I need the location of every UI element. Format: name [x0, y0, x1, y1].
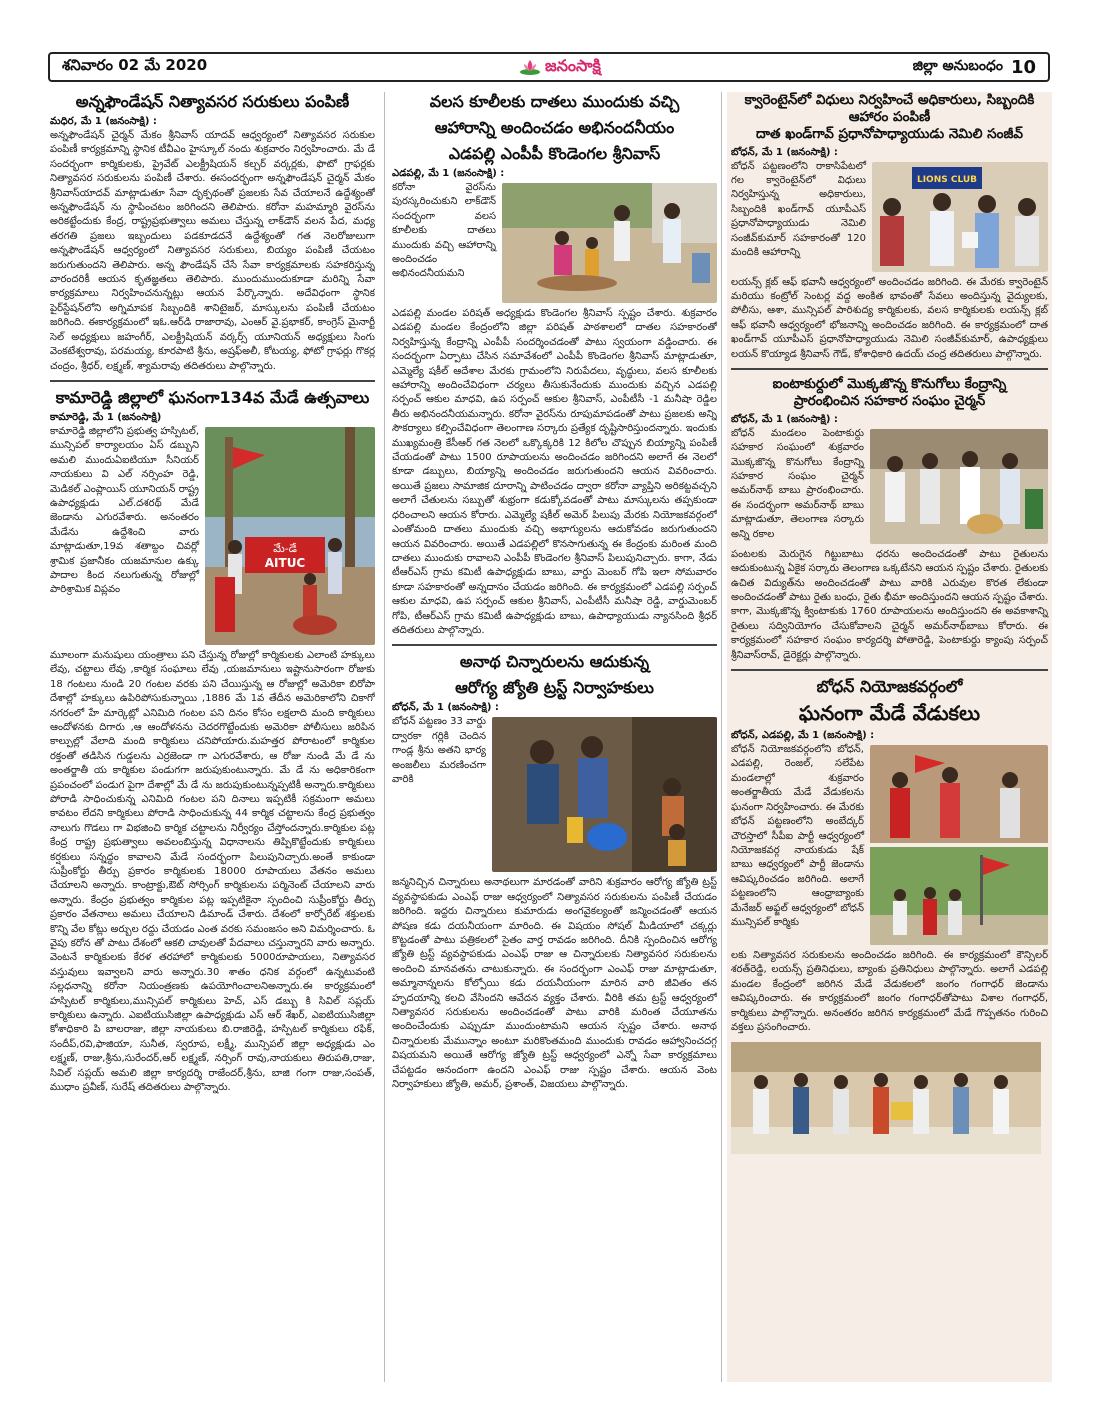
issue-date: శనివారం 02 మే 2020: [62, 56, 208, 74]
brand-name: జనంసాక్షి: [545, 55, 601, 75]
headline: ఘనంగా మేడే వేడుకలు: [798, 701, 981, 726]
separator: [392, 644, 717, 646]
article-body: ఎడపల్లి మండల పరిషత్ అధ్యక్షుడు కొండెంగల శ్రీనివాస్ స్పష్టం చేశారు. శుక్రవారం ఎడపల్లి మండల కేంద్రంలోని జిల్లా పరిషత్ పాఠశాలలో దాతల సహకారంతో నిర్వహిస్తున్న కేంద్రాన్ని ఎంపీపీ సందర్శించడంతో పాటు స్వయంగా వడ్డించారు. ఈ సందర్భంగా ఏర్పాటు చేసిన సమావేశంలో ఎంపీపీ కొండెంగల శ్రీనివాస్ మాట్లాడుతూ, ఎమ్మెల్యే షకీల్ ఆదేశాల మేరకు గ్రామంలోని నిరుపేదలు, వృద్ధులు, వలస కూలీలకు ఆహారాన్ని అందించేవిధంగా చర్యలు తీసుకునేందుకు ముందుకు వచ్చిన ఎడపల్లి సర్పంచ్ ఆకుల మాధవి, ఉప సర్పంచ్ ఆకుల శ్రీనివాస్, ఎంపీటీసీ -1 మనీషా రెడ్డిల తీరు అభినందనీయమన్నారు. కరోనా వైరస్‌ను రూపుమాపడంతో పాటు ప్రజలకు అన్ని సౌకర్యాలు కల్పించేవిధంగా తెలంగాణ సర్కారు ప్రత్యేక దృష్టిసారిస్తుందన్నారు. ఇందుకు ముఖ్యమంత్రి కేసీఆర్ గత నెలలో ఒక్కొక్కరికి 12 కిలోల చొప్పున బియ్యాన్ని పంపిణీ చేయడంతో పాటు 1500 రూపాయలను అందించడం జరిగిందని అలాగే ఈ నెలలో కూడా డబ్బులు, బియ్యాన్ని అందించడం జరుగుతుందని ఆయన వివరించారు. అయితే ప్రజలు సామాజిక దూరాన్ని పాటించడం ద్వారా కరోనా వ్యాప్తిని అరికట్టవచ్చని అలాగే చేతులను సబ్బుతో శుభ్రంగా కడుక్కోవడంతో పాటు మాస్కులను తప్పకుండా ధరించాలని ఆయన కోరారు. ఎమ్మెల్యే షకీల్ అమెర్ పిలుపు మేరకు నియోజకవర్గంలో ఎంతోమంది దాతలు ముందుకు వచ్చి అభాగ్యులను ఆదుకోవడం జరుగుతుందని ఆయన వివరించారు. అయితే ఎడపల్లిలో కొనసాగుతున్న ఈ కేంద్రంకు మరింత మంది దాతలు ముందుకు రావాలని ఎంపీపీ కొండెంగల శ్రీనివాస్ పిలుపునిచ్చారు. కాగా, నేడు టీఆర్ఎస్ గ్రామ కమిటీ ఉపాధ్యక్షుడు బాబు, వార్డు మెంబర్ గోపి ఇలా సోమవారం కూడా సహకారంతో అన్నదానం చేయడం జరిగింది. ఈ కార్యక్రమంలో ఎడపల్లి సర్పంచ్ ఆకుల మాధవి, ఉప సర్పంచ్ ఆకుల శ్రీనివాస్, ఎంపీటీసీ మనీషా రెడ్డి, వార్డుమెంబర్ గోపి, టీఆర్ఎస్ గ్రామ కమిటీ ఉపాధ్యక్షుడు బాబు, ఉపాధ్యాయుడు న్యానసింది శ్రీధర్ తదితరులు పాల్గొన్నారు.: [392, 308, 717, 636]
dateline: బోధన్, మే 1 (జనంసాక్షి) :: [392, 702, 499, 714]
article-body-intro: బోధన్ నియోజకవర్గంలోని బోధన్, ఎడపల్లి, రెంజల్, సలేపేట మండలాల్లో శుక్రవారం అంతర్జాతీయ మేడే వేడుకలను ఘనంగా నిర్వహించారు. ఈ మేరకు బోధన్ పట్టణంలోని అంబేద్కర్ చౌరస్తాలో సీపీఐ పార్టీ ఆధ్వర్యంలో నియోజకవర్గ నాయకుడు షేక్ బాబు ఆధ్వర్యంలో పార్టీ జెండాను ఆవిష్కరించడం జరిగింది. అలాగే పట్టణంలోని ఆంధ్రాబ్యాంకు మేనేజర్ అఫ్జల్ ఆధ్వర్యంలో బోధన్ మున్సిపల్ కార్మికు: [731, 744, 864, 928]
article-body: జన్మనిచ్చిన చిన్నారులు అనాథలుగా మారడంతో వారిని శుక్రవారం ఆరోగ్య జ్యోతి ట్రస్ట్ వ్యవస్థాపకుడు ఎంఎఫ్ రాజు ఆధ్వర్యంలో నిత్యావసర సరుకులను పంపిణీ చేయడం జరిగింది. ఇద్దరు చిన్నారులు కుమారుడు అంగవైకల్యంతో జన్మించడంతో ఆయన పోషణ కడు దయనీయంగా మారింది. ఈ విషయం సోషల్ మీడియాలో చక్కర్లు కొట్టడంతో పాటు పత్రికలలో సైతం వార్త రావడం జరిగింది. దీనికి స్పందించిన ఆరోగ్య జ్యోతి ట్రస్ట్ వ్యవస్థాపకుడు ఎంఎఫ్ రాజు ఆ చిన్నారులకు నిత్యావసర సరుకులను అందించి మానవతను చాటుకున్నారు. ఈ సందర్భంగా ఎంఎఫ్ రాజు మాట్లాడుతూ, అమ్మానాన్నలను కోల్పోయి కడు దయనీయంగా మారిన వారి జీవితం తన హృదయాన్ని కలచి వేసిందని ఆవేదన వ్యక్తం చేశారు. వీరికి తమ ట్రస్ట్ ఆధ్వర్యంలో నిత్యావసర సరుకులను అందించడంతో పాటు వారికి మరింత చేయూతను అందించేందుకు ఎప్పుడూ ముందుంటామని ఆయన స్పష్టం చేశారు. అనాథ చిన్నారులకు మేమున్నాం అంటూ మరికొంతమంది ముందుకు రావడం ఆహ్వానించదగ్గ విషయమని అయితే ఆరోగ్య జ్యోతి ట్రస్ట్ ఆధ్వర్యంలో ఎన్నో సేవా కార్యక్రమాలు చేపట్టడం ఆనందంగా ఉందని ఎంఎఫ్ రాజు స్పష్టం చేశారు. ఆయన వెంట నిర్వాహకులు జ్యోతి, అమర్, ప్రశాంత్, విజయలు పాల్గొన్నారు.: [392, 877, 717, 1091]
headline: ఆహారాన్ని అందించడం అభినందనీయం: [434, 118, 675, 137]
headline: ఐంటాకుర్దులో మొక్కజొన్న కొనుగోలు కేంద్రాన్ని: [772, 376, 1007, 393]
headline: బోధన్ నియోజకవర్గంలో: [816, 677, 963, 697]
article-body: పంటలకు మెరుగైన గిట్టుబాటు ధరను అందించడంతో పాటు రైతులను ఆదుకుంటున్న ఏకైక సర్కారు తెలంగాణ ఒక్కటేనని ఆయన స్పష్టం చేశారు. రైతులకు ఉచిత విద్యుత్‌ను అందించడంతో పాటు వారికి ఎరువుల కొరత లేకుండా అందించడంతో పాటు రైతు బంధు, రైతు భీమా అందిస్తుందని ఆయన స్పష్టం చేశారు. కాగా, మొక్కజొన్న క్వింటాకుకు 1760 రూపాయలను అందిస్తుందని ఈ అవకాశాన్ని రైతులు సద్వినియోగం చేసుకోవాలని చైర్మన్ అమర్‌నాథ్‌బాబు కోరారు. ఈ కార్యక్రమంలో సహకార సంఘం కార్యదర్శి పోతారెడ్డి, పెంటాకుర్దు క్యాంపు సర్పంచ్ శ్రీనివాస్‌రావ్, డైరెక్టర్లు పాల్గొన్నారు.: [731, 548, 1048, 661]
dateline: కామారెడ్డి, మే 1 (జనంసాక్షి): [50, 411, 162, 423]
separator: [50, 380, 375, 382]
bank-distribution-photo: [731, 1042, 1041, 1154]
headline: అనాథ చిన్నారులను ఆదుకున్న: [459, 652, 650, 672]
banner-text: మే-డే: [273, 541, 297, 555]
article-body: అన్నఫౌండేషన్ చైర్మన్ మేకం శ్రీనివాస్ యాదవ్ ఆధ్వర్యంలో నిత్యావసర సరుకుల పంపిణీ కార్యక్రమాన్ని స్థానిక టీవీఎం హైస్కూల్ నందు శుక్రవారం నిర్వహించారు. మే డే సందర్భంగా కార్మికులకు, ప్రైవేట్ ఎలక్ట్రీషియన్ కల్చర్ వర్కర్లకు, ఫొటో గ్రాఫర్లకు నిత్యావసర సరుకులను పంపిణీ చేశారు. ఈసందర్భంగా అన్నఫౌండేషన్ చైర్మన్ మేకం శ్రీనివాస్‌యాదవ్ మాట్లాడుతూ సేవా దృక్పథంతో ప్రజలకు సేవ చేయాలనే ఉద్దేశ్యంతో అన్నఫౌండేషన్ ను స్థాపించటం జరిగిందని తెలిపారు. కరోనా మహమ్మారి వైరస్‌ను అరికట్టేందుకు కేంద్ర, రాష్ట్రప్రభుత్వాలు అమలు చేస్తున్న లాక్‌డౌన్ వలన పేద, మధ్య తరగతి ప్రజలు ఇబ్బందులు పడకూడదనే ఉద్దేశ్యంతో గత నెలరోజులుగా అన్నఫౌండేషన్ ఆధ్వర్యంలో నిత్యావసర సరుకులు, బియ్యం పంపిణీ చేయటం జరుగుతుందని తెలిపారు. అన్న ఫౌండేషన్ చేసే సేవా కార్యక్రమాలకు సహకరిస్తున్న వారందరికీ ఆయన కృతజ్ఞతలు తెలిపారు. ముందుముందుకూడా మరిన్ని సేవా కార్యక్రమాలు నిర్వహించనున్నట్లు ఆయన పేర్కొన్నారు. అదేవిధంగా స్థానిక పైర్‌స్టేషన్‌లోని అగ్నిమాపక సిబ్బందికి శానిటైజర్, మాస్కులను పంపిణీ చేయటం జరిగింది. ఈకార్యక్రమంలో ఇఓ.ఆర్‌డి రాజారావు, ఎంఆర్ వై.ప్రభాకర్, కాంగ్రెస్ మైనార్టీ సెల్ అధ్యక్షులు జహంగీర్, ఎలక్ట్రీషియన్ వర్కర్స్ యూనియన్ అధ్యక్షులు సింగు వెంకటేశ్వరావు, పరమయ్య, కూరపాటి శ్రీను, అష్రఫ్‌అలీ, కోటయ్య, ఫోటో గ్రాఫర్లు గొకర్ల చంద్రం, శ్రీధర్, లక్ష్మణ్, శ్యామరావు తదితరులు పాల్గొన్నారు.: [50, 130, 375, 372]
article-bodhan-mayday: [731, 677, 1048, 1153]
maize-procurement-photo: [870, 429, 1048, 544]
masthead: [48, 52, 1050, 82]
headline: కామారెడ్డి జిల్లాలో ఘనంగా134వ మేడే ఉత్సవాలు: [55, 387, 370, 407]
section-name: జిల్లా అనుబంధం: [912, 57, 1003, 74]
column-divider: [384, 92, 385, 1382]
lions-club-food-photo: [872, 162, 1048, 272]
headline: ఆరోగ్య జ్యోతి ట్రస్ట్ నిర్వాహకులు: [455, 678, 654, 698]
orphan-children-photo: [492, 717, 717, 872]
article-annapurna: [50, 92, 375, 374]
mayday-rally-photo: [205, 427, 375, 645]
article-body: మూలంగా మనుషులు యంత్రాలు పని చేస్తున్న రోజుల్లో కార్మికులకు ఎలాంటి హక్కులు లేవు, చట్టాలు లేవు ,కార్మిక సంఘాలు లేవు ,యజమానులు ఇష్టానుసారంగా రోజుకు 18 గంటలు నుండి 20 గంటల వరకు పని చేయిస్తున్న ఆ రోజుల్లో అమెరికా బిరోపా దేశాల్లో హక్కులు ఉపిరిపోసుకున్నాయి ,1886 మే 1వ తేదీన అమెరికాలోని చికాగో నగరంలో హే మార్కెట్లో ఎనిమిది గంటల పని దినం కోసం లక్షలాది మంది కార్మికులు ఆందోళనకు దిగారు ,ఆ ఆందోళనను చెదరగొట్టేందుకు అమెరికా పోలీసులు జరిపిన కాల్పుల్లో వేలాది మంది కార్మికులు చనిపోయారు.మహత్తర పోరాటంలో కార్మికుల రక్తంతో తడిసిన గుడ్డలను ఎర్రజెండా గా ఎగురవేశారు, ఆ రోజు నుండి మే డే ను అంతర్జాతీ య కార్మికుల పండుగగా జరుపుకుంటున్నారు. మే డే ను అధికారికంగా ప్రపంచంలో పండుగ పైగా దేశాల్లో మే డే ను జరుపుకుంటున్నప్పటికీ అన్నారు.కార్మికులు పోరాడి సాధించుకున్న ఎనిమిది గంటల పని దినాలు ఇప్పటికీ సక్రమంగా అమలు కావటం లేదని కార్మికులు పోరాడి సాధించుకున్న 44 కార్మిక చట్టాలను కేంద్ర ప్రభుత్వం నాలుగు గొడలు గా విభజించి కార్మిక చట్టాలను నిర్వీర్యం చేస్తోందన్నారు.కార్మికుల పట్ల కేంద్ర రాష్ట్ర ప్రభుత్వాలు అవలంబిస్తున్న విధానాలను తిప్పికొట్టేందుకు కార్మికులు కర్షకులు సన్నద్ధం కావాలని మేడే సందర్భంగా పిలుపునిచ్చారు.అంతే కాకుండా సుప్రీంకోర్టు తీర్పు ప్రకారం కార్మికులకు 18000 రూపాయలు వేతనం అమలు చేయాలని అన్నారు. కాంట్రాక్టు,ఔట్ సోర్సింగ్ కార్మికులను పర్మినెంట్ చేయాలని వారు అన్నారు. కేంద్రం ప్రభుత్వం కార్మికుల పట్ల ఇప్పటికైనా స్పందించి సుప్రీంకోర్టు తీర్పు ప్రకారం వేతనాలు అమలు చేయాలని డిమాండ్ చేశారు. దేశంలో కార్పోరేట్ శక్తులకు కొన్ని వేల కోట్లు అర్బుల రద్దు చేయడం ఎంత వరకు సమంజసం అని విమర్శించారు. ఓ వైపు కరోన తో పాటు దేశంలో ఆకలి చావులతో పేదవాలు చస్తున్నారని వారు అన్నారు. వెంటనే కార్మికులకు కేరళ తరహాలో కార్మికులకు 5000రూపాయలు, నిత్యావసర వస్తువులు ఇవ్వాలని వారు అన్నారు.30 శాతం ధనిక వర్గంలో ఉన్నటువంటి సల్లధనాన్ని కరోనా నియంత్రణకు ఉపయోగించాలనిఅన్నారు.ఈ కార్యక్రమంలో హస్పిటల్ కార్మికులు,మున్సిపల్ కార్మికులు హెచ్, ఎస్ డబ్బు కి సివిల్ సప్లయ్ కార్మికులు ఉన్నారు. ఎఐటియుసిజిల్లా ఉపాధ్యక్షుడు ఎస్ ఆర్ శేఖర్, ఎఐటియుసిజిల్లా కోశాధికారి పి బాలరాజు, జిల్లా నాయకులు బి.రాజిరెడ్డి, హస్పిటల్ కార్మికులు రఫిక్, సందీప్,రవి,ఫాజియా, సునీత, స్వరూప, లక్ష్మీ, మున్సిపల్ జిల్లా అధ్యక్షుడు ఎం లక్ష్మణ్, రాజు,శ్రీను,సురేందర్,ఆర్ లక్ష్మణ్, నర్సింగ్ రావు,నాయకులు తిరుపతి,రాజు, సివిల్ సప్లయ్ అమలి జిల్లా కార్యదర్శి రాజేందర్,శ్రీను, బాజి గంగా రాజు,సంపత్, ముధాం ప్రవీణ్, సురేష్ తదితరులు పాల్గొన్నారు.: [50, 649, 375, 1094]
headline: అన్నఫౌండేషన్ నిత్యావసర సరుకులు పంపిణీ: [75, 92, 350, 111]
left-column: [50, 92, 375, 1382]
article-body: లయన్స్ క్లబ్ ఆఫ్ భవానీ ఆధ్వర్యంలో అందించడం జరిగింది. ఈ మేరకు క్వారెంటైన్ మరియు కంట్రోల్ సెంటర్ల వద్ద అంకిత భావంతో సేవలు అందిస్తున్న వైద్యులకు, పోలీసు, ఆశా, మున్సిపల్ పారిశుద్య కార్మికులకు, వలస కార్మికులకు లయన్స్ క్లబ్ ఆఫ్ భవానీ ఆధ్వర్యంలో భోజనాన్ని అందించడం జరిగింది. ఈ కార్యక్రమంలో దాత ఖండ్‌గావ్ యూపీఎస్ ప్రధానోపాధ్యాయుడు నెమిలి సంజీవ్‌కుమార్, ఉపాధ్యక్షులు లయన్ కొయ్యాడ శ్రీనివాస్ గౌడ్, కోశాధికారి ఉదయ్ చంద్ర తదితరులు పాల్గొన్నారు.: [731, 276, 1048, 360]
article-body-intro: బోధన్ మండలం పెంటాకుర్దు సహకార సంఘంలో శుక్రవారం మొక్కజొన్న కొనుగోలు కేంద్రాన్ని సహకార సంఘం చైర్మన్ అమర్‌నాథ్ బాబు ప్రారంభించారు. ఈ సందర్భంగా అమర్‌నాథ్ బాబు మాట్లాడుతూ, తెలంగాణ సర్కారు అన్ని రకాల: [731, 427, 864, 540]
article-cooperative: [731, 376, 1048, 663]
dateline: బోధన్, ఎడపల్లి, మే 1 (జనంసాక్షి) :: [731, 730, 875, 742]
page-number: 10: [1010, 56, 1036, 78]
dateline: బోధన్, మే 1 (జనంసాక్షి) :: [731, 413, 838, 425]
food-distribution-photo: [502, 183, 717, 303]
section-info: [913, 57, 1036, 78]
headline: ఎడపల్లి ఎంపీపీ కొండెంగల శ్రీనివాస్: [448, 144, 661, 163]
column-divider: [721, 92, 722, 1382]
article-orphans: [392, 652, 717, 1092]
article-body-intro: బోధన్ పట్టణం 33 వార్డు ద్వారకా గర్లికి చెందిన గాండ్ల శ్రీను అతని భార్య అంజలీలు మరణించగా వారికి: [392, 716, 486, 785]
article-body-intro: కామారెడ్డి జిల్లాలోని ప్రభుత్వ హస్పిటల్, మున్సిపల్ కార్యాలయం ఏస్ డబ్బుని అమలి ముందుఏఐటియూ సీనియర్ నాయకులు వి ఎల్ నర్సింహ రెడ్డి, మెడికల్ ఎంప్లాయిస్ యూనియన్ రాష్ట్ర ఉపాధ్యక్షుడు ఎల్.దశరథ్ మేడే జెండాను ఎగురవేశారు. అనంతరం మేడేను ఉద్దేశించి వారు మాట్లాడుతూ,19వ శతాబ్దం చివర్లో శ్రామిక ప్రజానీకం యజమానుల ఉక్కు పాదాల కింద నలుగుతున్న రోజుల్లో పారిశ్రామిక విప్లవం: [50, 425, 199, 596]
dateline: బోధన్, మే 1 (జనంసాక్షి) :: [731, 146, 838, 158]
headline: ప్రారంభించిన సహకార సంఘం చైర్మన్: [793, 392, 986, 409]
article-body-intro: బోధన్ పట్టణంలోని రాకాసిపేటలో గల క్వారెంటైన్‌లో విధులు నిర్వహిస్తున్న అధికారులు, సిబ్బందికి ఖండ్‌గావ్ యూపీఎస్ ప్రధానోపాధ్యాయుడు నెమిలి సంజీవ్‌కుమార్ సహకారంతో 120 మందికి ఆహారాన్ని: [731, 160, 866, 259]
article-body-intro: కరోనా వైరస్‌ను పురస్కరించుకుని లాక్‌డౌన్ సందర్భంగా వలస కూలీలకు దాతలు ముందుకు వచ్చి ఆహారాన్ని అందించడం అభినందనీయమని: [392, 182, 496, 280]
article-body: లకు నిత్యావసర సరుకులను అందించడం జరిగింది. ఈ కార్యక్రమంలో కౌన్సిలర్ శరత్‌రెడ్డి, లయన్స్ ప్రతినిధులు, బ్యాంకు ప్రతినిధులు పాల్గొన్నారు. అలాగే ఎడపల్లి మండల కేంద్రంలో జరిగిన మేడే వేడుకలలో జంగం గంగాధర్ జెండాను ఆవిష్కరించారు. ఈ కార్యక్రమంలో జంగం గంగాధర్‌తోపాటు విశాల గంగాధర్, కార్మికులు పాల్గొన్నారు. అనంతరం జరిగిన కార్యక్రమంలో మేడే గొప్పతనం గురించి వక్తలు ప్రసంగించారు.: [731, 950, 1048, 1034]
dateline: ఎడపల్లి, మే 1 (జనంసాక్షి) :: [392, 168, 505, 179]
headline: దాత ఖండ్‌గావ్ ప్రధానోపాధ్యాయుడు నెమిలి సంజీవ్: [756, 125, 1023, 142]
lotus-logo-icon: [519, 58, 541, 76]
article-edapally: [392, 92, 717, 638]
mayday-flag-photos: [870, 745, 1048, 945]
newspaper-brand: [519, 56, 601, 79]
banner-text: AITUC: [264, 555, 306, 570]
article-kamareddy: [50, 388, 375, 1096]
banner-text: LIONS CLUB: [916, 174, 978, 185]
separator: [731, 669, 1048, 671]
separator: [731, 368, 1048, 370]
right-column: [727, 92, 1052, 1382]
middle-column: [392, 92, 717, 1382]
dateline: మధిర, మే 1 (జనంసాక్షి) :: [50, 116, 157, 127]
article-quarantine: [731, 92, 1048, 362]
headline: క్వారెంటైన్‌లో విధులు నిర్వహించే అధికారులు, సిబ్బందికి ఆహారం పంపిణీ: [744, 92, 1035, 125]
headline: వలస కూలీలకు దాతలు ముందుకు వచ్చి: [429, 92, 680, 111]
